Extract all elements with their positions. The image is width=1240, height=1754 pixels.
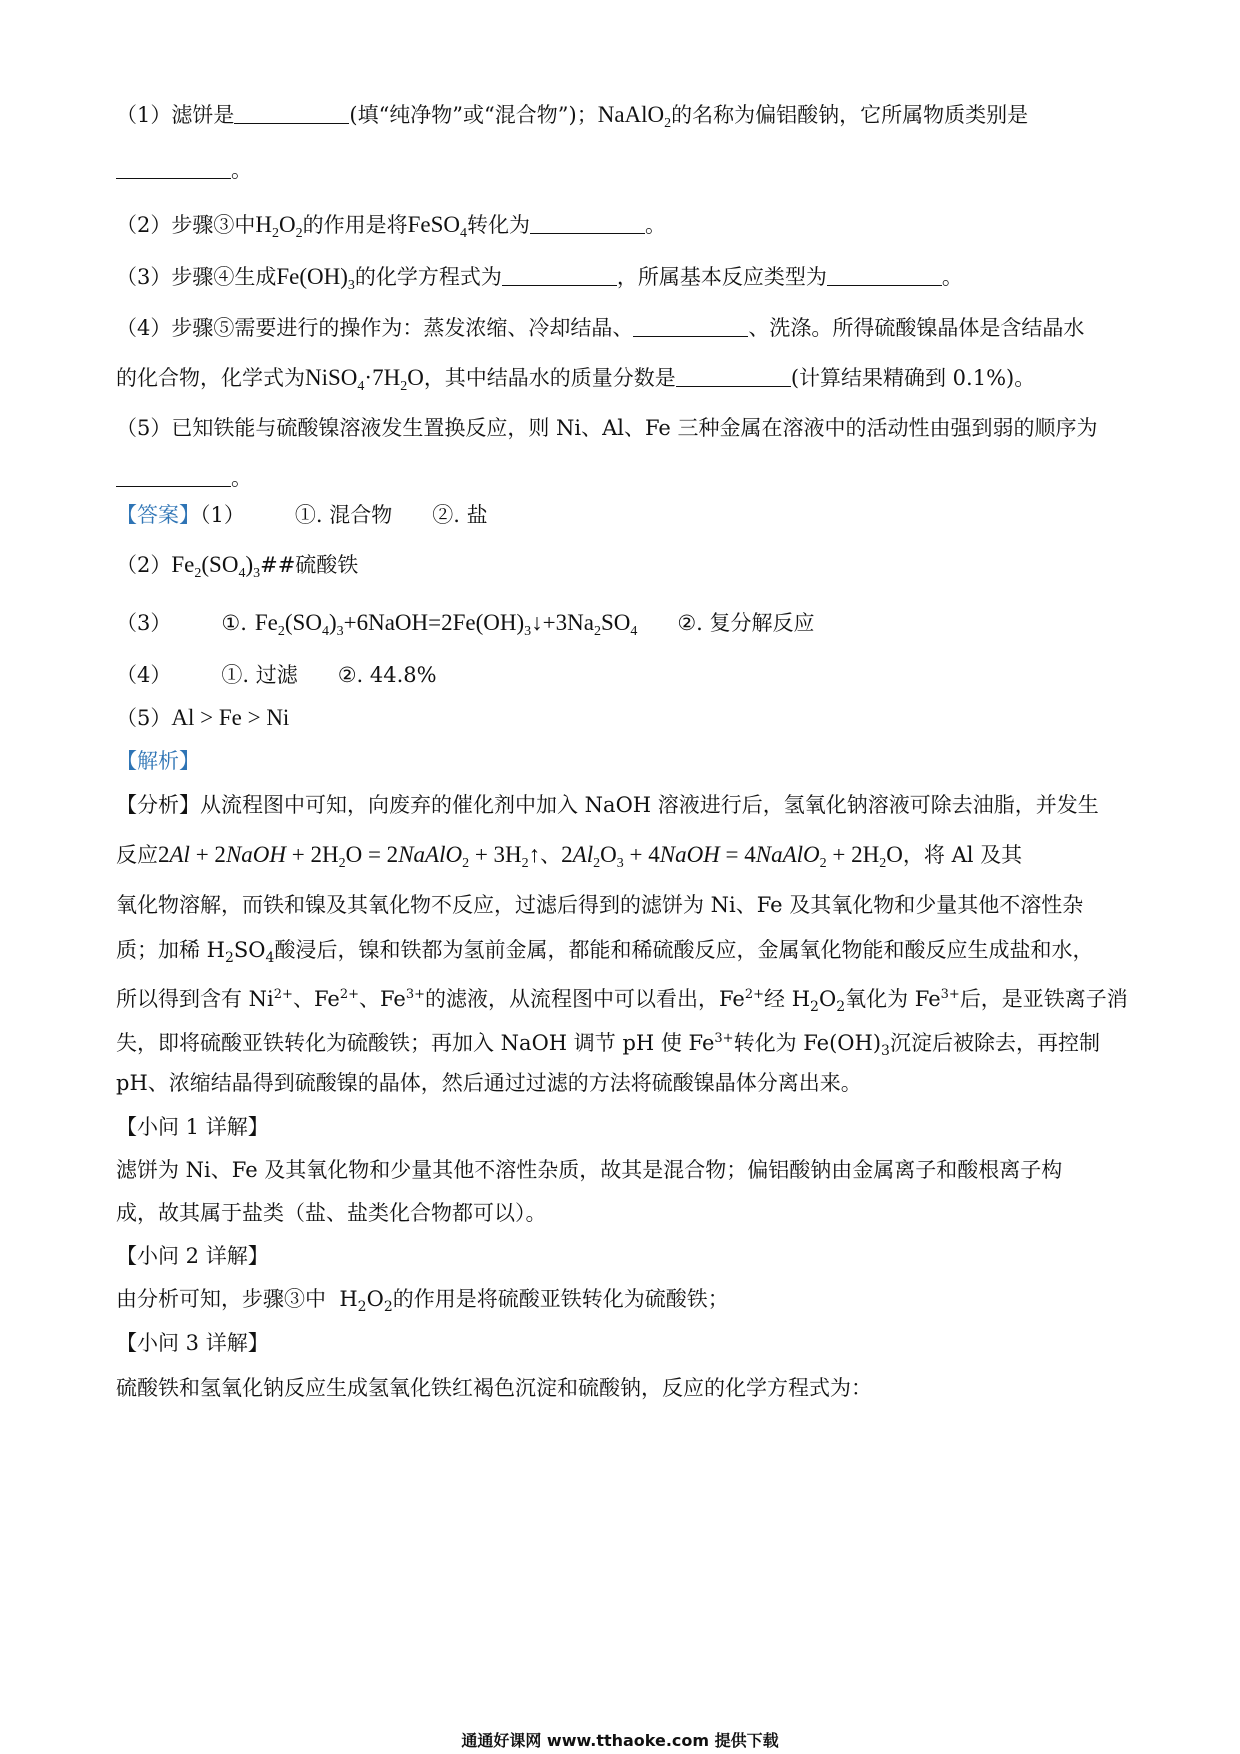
- text: （3）步骤④生成: [116, 265, 277, 289]
- text: （3）: [116, 611, 172, 635]
- text: ②. 复分解反应: [677, 611, 815, 635]
- answer-blank: [827, 263, 942, 286]
- text: 的作用是将: [302, 213, 408, 237]
- formula-fe2so43: $Fe_2(SO_4)_3$: [171, 552, 261, 581]
- text: 的名称为偏铝酸钠，它所属物质类别是: [671, 103, 1029, 127]
- text: 、: [540, 843, 562, 867]
- text: 氧化物溶解，而铁和镍及其氧化物不反应，过滤后得到的滤饼为 Ni、Fe 及其氧化物和少量其他不溶性杂: [116, 893, 1084, 917]
- text: ，其中结晶水的质量分数是: [423, 366, 676, 390]
- equation-1: 2Al + 2NaOH + $2H_2O$ = 2NaAlO$_2$ + $3H_2↑$: [158, 842, 541, 871]
- text: ##硫酸铁: [260, 553, 359, 577]
- question-5-line-1: [116, 413, 1136, 443]
- subquestion-3-line-1: [116, 1373, 1136, 1403]
- text: 转化为: [467, 213, 531, 237]
- text: ，将 Al 及其: [902, 843, 1023, 867]
- answer-label: 【答案】: [116, 503, 200, 527]
- text: （5）已知铁能与硫酸镍溶液发生置换反应，则 Ni、Al、Fe 三种金属在溶液中的活动性由强到弱的顺序为: [116, 416, 1098, 440]
- text: 的化学方程式为: [354, 265, 502, 289]
- text: （2）: [116, 553, 172, 577]
- analysis-p2: [116, 890, 1136, 920]
- answer-blank: [633, 314, 748, 337]
- question-4-line-1: [116, 313, 1136, 343]
- text: （4）步骤⑤需要进行的操作为：蒸发浓缩、冷却结晶、: [116, 316, 634, 340]
- formula-h2o2: $H_2O_2$: [255, 212, 303, 241]
- question-1-line-2: [116, 155, 1136, 185]
- answer-blank: [676, 364, 791, 387]
- formula-niso4: $NiSO_4\cdot 7H_2O$: [305, 365, 424, 394]
- text: 【小问 1 详解】: [116, 1115, 269, 1139]
- analysis-p6: [116, 1068, 1136, 1098]
- answer-blank: [116, 464, 231, 487]
- text: pH、浓缩结晶得到硫酸镍的晶体，然后通过过滤的方法将硫酸镍晶体分离出来。: [116, 1071, 862, 1095]
- page-footer: 通通好课网 www.tthaoke.com 提供下载: [461, 1731, 779, 1750]
- answer-line-2: [116, 550, 1136, 580]
- answer-blank: [116, 156, 231, 179]
- answer-blank: [502, 263, 617, 286]
- question-2: [116, 210, 1136, 240]
- subquestion-1-line-1: [116, 1155, 1136, 1185]
- text: 。: [941, 265, 963, 289]
- text: ①.: [221, 611, 247, 635]
- text: 、洗涤。所得硫酸镍晶体是含结晶水: [748, 316, 1085, 340]
- text: 。: [645, 213, 667, 237]
- text: （2）步骤③中: [116, 213, 256, 237]
- analysis-heading: [116, 746, 1136, 776]
- equation: $Fe_2(SO_4)_3+6NaOH=2Fe(OH)_3↓+3Na_2SO_4$: [254, 610, 638, 639]
- text: （5）: [116, 706, 172, 730]
- question-1-line-1: [116, 100, 1136, 130]
- analysis-equation-line: [116, 840, 1136, 870]
- text: （4）: [116, 663, 172, 687]
- subquestion-3-heading: [116, 1328, 1136, 1358]
- text: (填“纯净物”或“混合物”)；: [349, 103, 598, 127]
- answer-line-4: [116, 660, 1136, 690]
- analysis-p4: 所以得到含有 $Ni^{2+}$、$Fe^{2+}$、$Fe^{3+}$的滤液，从流程图中可以看出，$Fe^{2+}$经 $H_2O_2$氧化为 $Fe^{3+}$后，是亚铁离子消: [116, 987, 1128, 1015]
- question-4-line-2: [116, 363, 1136, 393]
- text: ，所属基本反应类型为: [616, 265, 827, 289]
- text: 硫酸铁和氢氧化钠反应生成氢氧化铁红褐色沉淀和硫酸钠，反应的化学方程式为：: [116, 1376, 872, 1400]
- text: 【小问 2 详解】: [116, 1244, 269, 1268]
- question-3: [116, 262, 1136, 292]
- subquestion-2-heading: [116, 1241, 1136, 1271]
- text: ①. 过滤: [221, 663, 298, 687]
- subquestion-1-line-2: [116, 1198, 1136, 1228]
- analysis-p3: 质；加稀 $H_2SO_4$酸浸后，镍和铁都为氢前金属，都能和稀硫酸反应，金属氧化物能和酸反应生成盐和水，: [116, 938, 1094, 966]
- text: 的化合物，化学式为: [116, 366, 305, 390]
- text: 。: [231, 158, 252, 182]
- text: （1）: [200, 503, 245, 527]
- answer-blank: [530, 211, 645, 234]
- text: 反应: [116, 843, 158, 867]
- analysis-label: 【解析】: [116, 749, 200, 773]
- text: 从流程图中可知，向废弃的催化剂中加入 NaOH 溶液进行后，氢氧化钠溶液可除去油脂，并发生: [200, 793, 1099, 817]
- text: ①. 混合物: [294, 503, 393, 527]
- text: ②. 44.8%: [337, 663, 437, 687]
- subquestion-2-line-1: 由分析可知，步骤③中 $H_2O_2$的作用是将硫酸亚铁转化为硫酸铁；: [116, 1287, 729, 1315]
- text: ②. 盐: [432, 503, 488, 527]
- answer-line-3: [116, 608, 1136, 638]
- answer-blank: [234, 101, 349, 124]
- text: 【小问 3 详解】: [116, 1331, 269, 1355]
- text: （1）滤饼是: [116, 103, 235, 127]
- text: Al > Fe > Ni: [171, 705, 290, 730]
- formula-feoh3: $Fe(OH)_3$: [276, 264, 355, 293]
- text: (计算结果精确到 0.1%)。: [790, 366, 1036, 390]
- answer-line-1: [116, 500, 1136, 530]
- text: 滤饼为 Ni、Fe 及其氧化物和少量其他不溶性杂质，故其是混合物；偏铝酸钠由金属离子和酸根离子构: [116, 1158, 1063, 1182]
- answer-line-5: [116, 703, 1136, 733]
- text: 成，故其属于盐类（盐、盐类化合物都可以）。: [116, 1201, 547, 1225]
- analysis-p5: 失，即将硫酸亚铁转化为硫酸铁；再加入 NaOH 调节 pH 使 $Fe^{3+}$转化为 $Fe(OH)_3$沉淀后被除去，再控制: [116, 1031, 1100, 1059]
- text: 【分析】: [116, 793, 200, 817]
- equation-2: $2Al_2O_3$ + 4NaOH = 4NaAlO$_2$ + $2H_2O$: [561, 842, 903, 871]
- analysis-p1: [116, 790, 1136, 820]
- subquestion-1-heading: [116, 1112, 1136, 1142]
- text: 。: [231, 466, 252, 490]
- question-5-line-2: [116, 463, 1136, 493]
- formula-feso4: FeSO$_4$: [407, 212, 468, 241]
- formula: NaAlO$_2$: [597, 102, 672, 131]
